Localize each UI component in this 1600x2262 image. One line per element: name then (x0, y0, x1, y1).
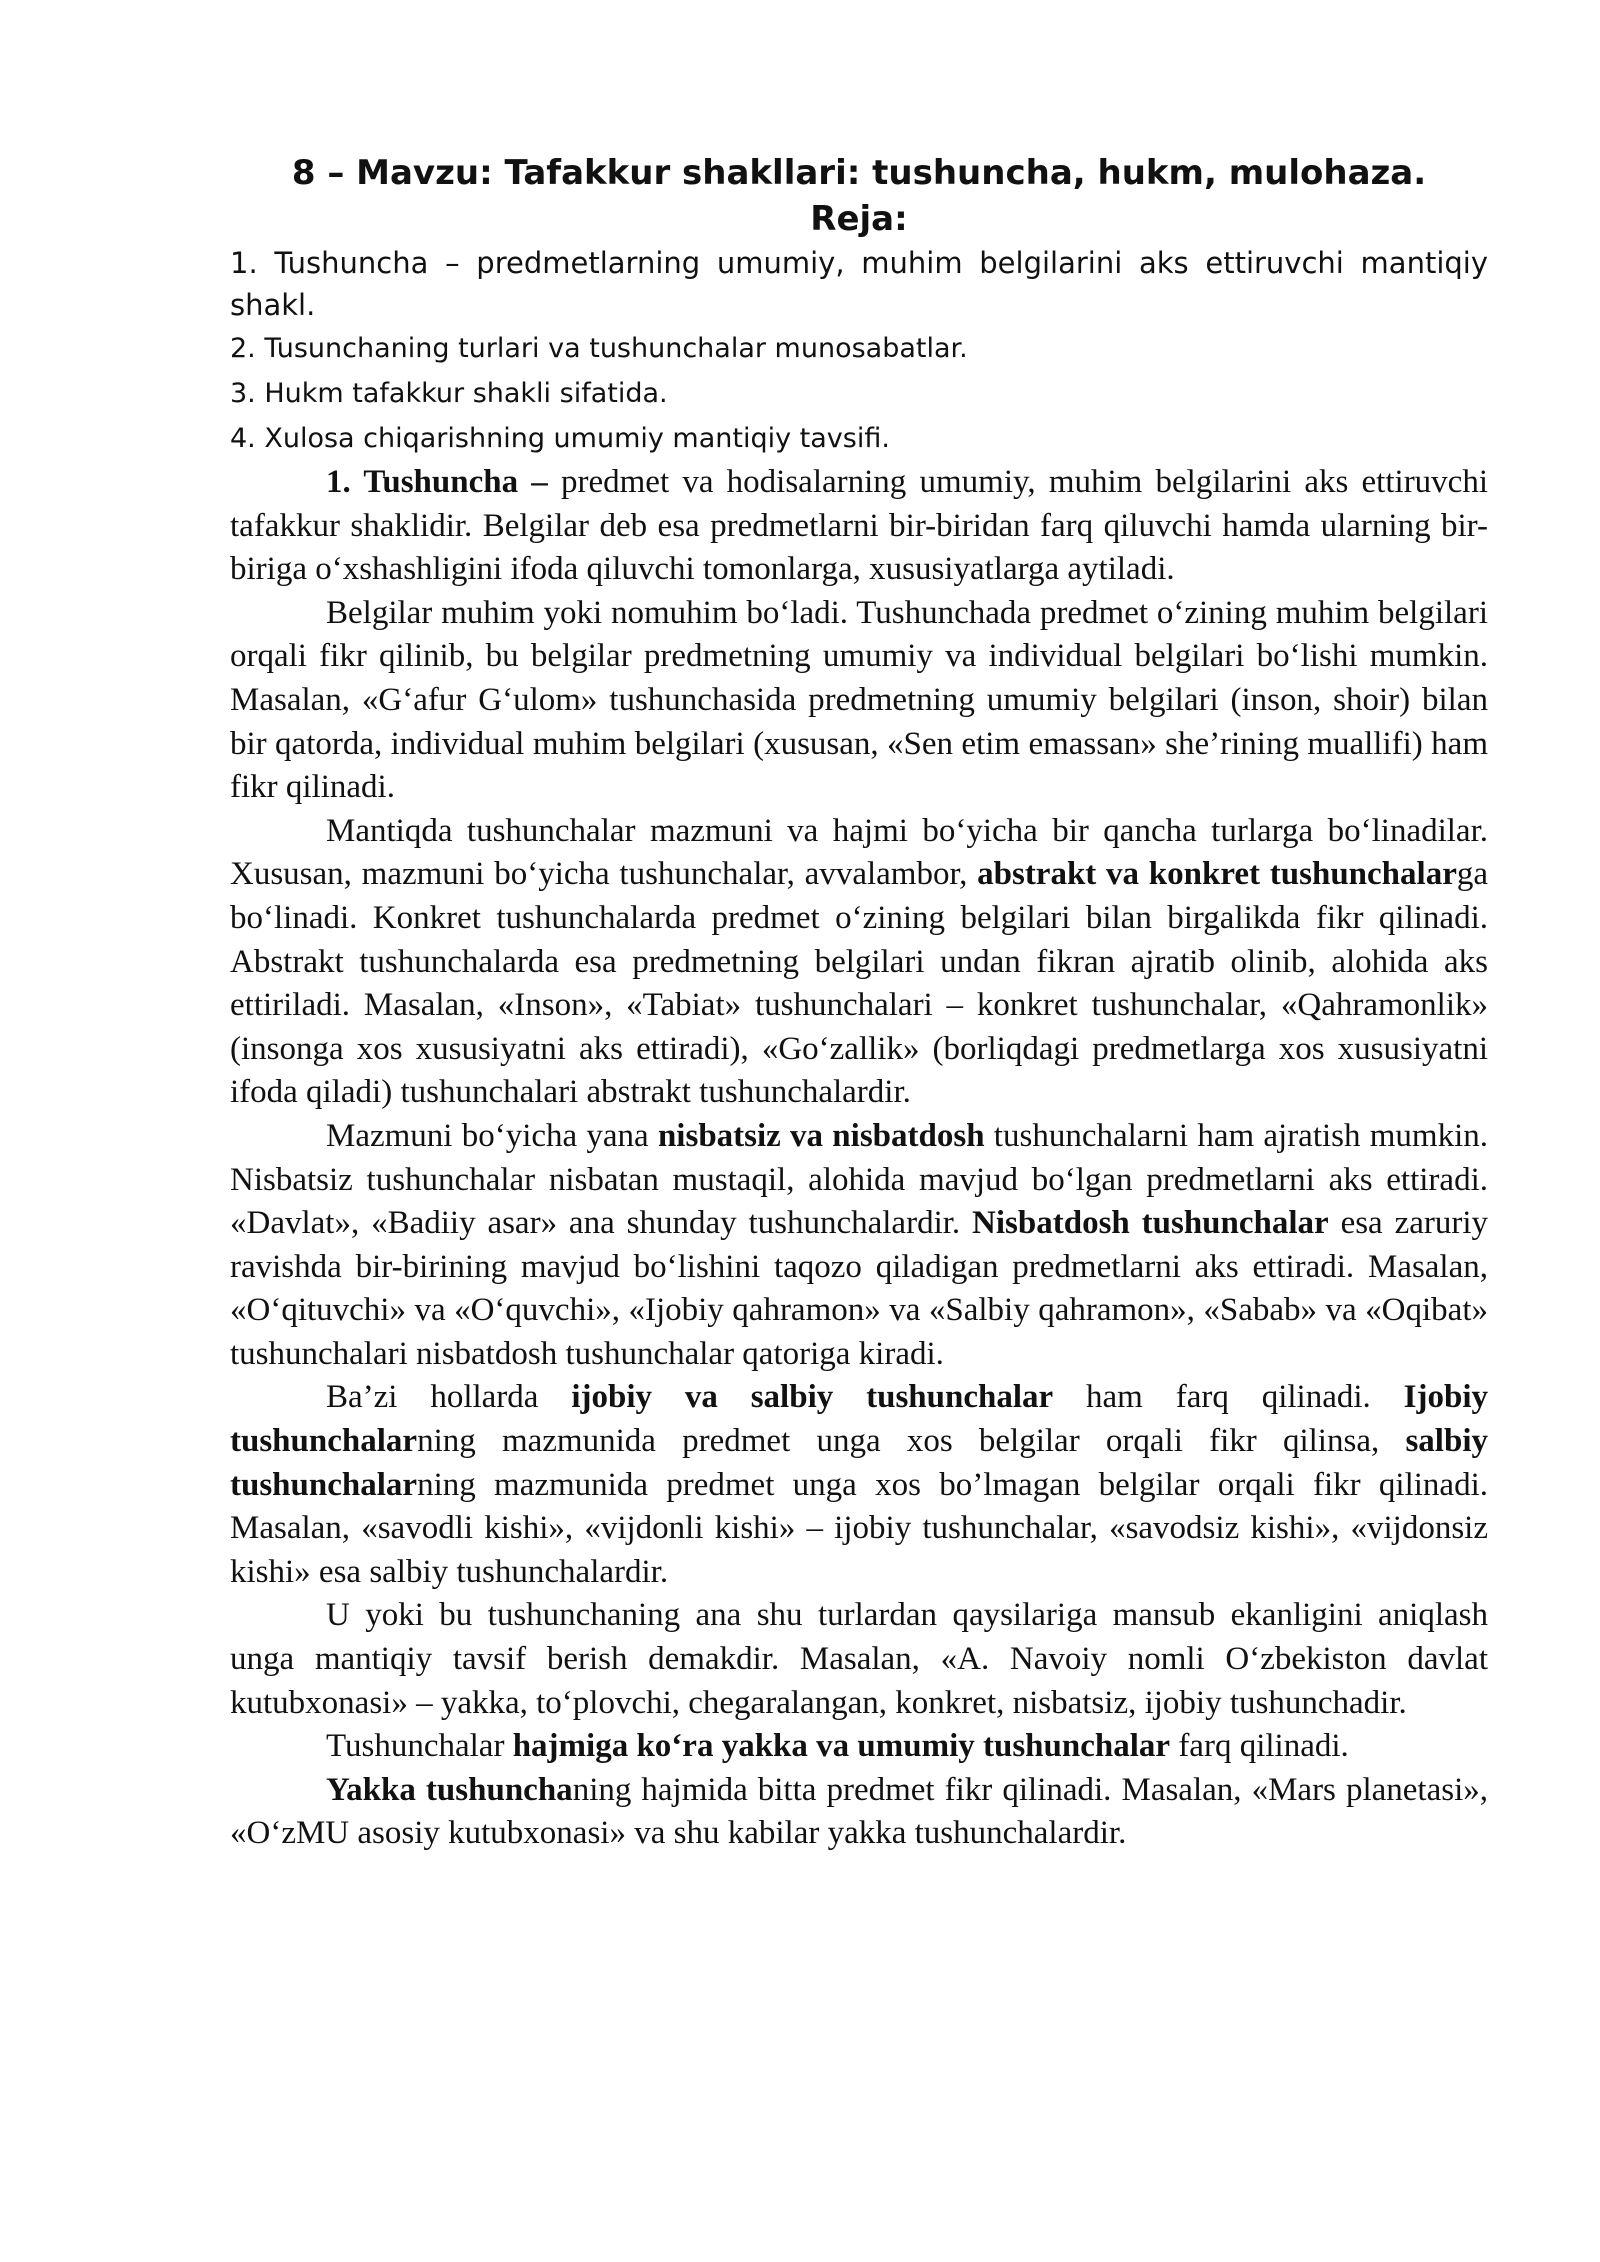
body-paragraph-1 (230, 461, 1488, 592)
text-run: Mazmuni bo‘yicha yana (326, 1117, 658, 1154)
text-run: ga bo‘linadi. Konkret tushunchalarda predmet o‘zining belgilari bilan birgalikda fikr qilinadi. Abstrakt tushunchalarda esa predmetning belgilari undan fikran ajratib olinib, alohida aks ettiriladi. Masalan, «Inson», «Tabiat» tushunchalari – konkret tushunchalar, «Qahramonlik» (insonga xos xususiyatni aks ettiradi), «Go‘zallik» (borliqdagi predmetlarga xos xususiyatni ifoda qiladi) tushunchalari abstrakt tushunchalardir. (230, 856, 1488, 1111)
page-title: 8 – Mavzu: Tafakkur shakllari: tushuncha, hukm, mulohaza. (291, 153, 1427, 193)
body-paragraph-5 (230, 1376, 1488, 1594)
text-run: Ba’zi hollarda (326, 1379, 572, 1416)
text-run: predmet va hodisalarning umumiy, muhim belgilarini aks ettiruvchi tafakkur shaklidir. Belgilar deb esa predmetlarni bir-biridan farq qiluvchi hamda ularning bir-biriga o‘xshashligini ifoda qiluvchi tomonlarga, xususiyatlarga aytiladi. (230, 464, 1488, 588)
plan-item-1: 1. Tushuncha – predmetlarning umumiy, muhim belgilarini aks ettiruvchi mantiqiy shakl. (230, 246, 1488, 322)
text-run: farq qilinadi. (1170, 1728, 1349, 1765)
text-run: U yoki bu tushunchaning ana shu turlardan qaysilariga mansub ekanligini aniqlash unga mantiqiy tavsif berish demakdir. Masalan, «A. Navoiy nomli O‘zbekiston davlat kutubxonasi» – yakka, to‘plovchi, chegaralangan, konkret, nisbatsiz, ijobiy tushunchadir. (230, 1597, 1488, 1721)
text-run: ning mazmunida predmet unga xos bo’lmagan belgilar orqali fikr qilinadi. Masalan, «savodli kishi», «vijdonli kishi» – ijobiy tushunchalar, «savodsiz kishi», «vijdonsiz kishi» esa salbiy tushunchalardir. (230, 1466, 1488, 1590)
body-text (230, 461, 1488, 1856)
body-paragraph-2 (230, 592, 1488, 810)
bold-term: nisbatsiz va nisbatdosh (657, 1117, 985, 1154)
text-run: ning mazmunida predmet unga xos belgilar orqali fikr qilinsa, (417, 1423, 1406, 1460)
plan-heading: Reja: (810, 199, 908, 239)
text-run: esa zaruriy ravishda bir-birining mavjud bo‘lishini taqozo qiladigan predmetlarni aks ettiradi. Masalan, «O‘qituvchi» va «O‘quvchi», «Ijobiy qahramon» va «Salbiy qahramon», «Sabab» va «Oqibat» tushunchalari nisbatdosh tushunchalar qatoriga kiradi. (230, 1205, 1489, 1372)
plan-item-4: 4. Xulosa chiqarishning umumiy mantiqiy tavsifi. (230, 423, 890, 454)
body-paragraph-4 (230, 1115, 1488, 1377)
text-run: ning hajmida bitta predmet fikr qilinadi. Masalan, «Mars planetasi», «O‘zMU asosiy kutubxonasi» va shu kabilar yakka tushunchalardir. (230, 1771, 1488, 1852)
bold-term: Yakka tushuncha (326, 1771, 573, 1808)
bold-term: Ijobiy tushunchalar (230, 1379, 1488, 1460)
text-run: Belgilar muhim yoki nomuhim bo‘ladi. Tushunchada predmet o‘zining muhim belgilari orqali fikr qilinib, bu belgilar predmetning umumiy va individual belgilari bo‘lishi mumkin. Masalan, «G‘afur G‘ulom» tushunchasida predmetning umumiy belgilari (inson, shoir) bilan bir qatorda, individual muhim belgilari (xususan, «Sen etim emassan» she’rining muallifi) ham fikr qilinadi. (230, 594, 1488, 806)
body-paragraph-6 (230, 1594, 1488, 1725)
body-paragraph-7 (230, 1725, 1488, 1769)
body-paragraph-8 (230, 1769, 1488, 1856)
text-run: ham farq qilinadi. (1053, 1379, 1404, 1416)
bold-term: 1. Tushuncha – (326, 464, 548, 500)
bold-term: hajmiga ko‘ra yakka va umumiy tushunchalar (512, 1728, 1171, 1765)
text-run: Mantiqda tushunchalar mazmuni va hajmi bo‘yicha bir qancha turlarga bo‘linadilar. Xususan, mazmuni bo‘yicha tushunchalar, avvalambor, (230, 812, 1488, 893)
text-run: Tushunchalar (326, 1728, 513, 1765)
plan-item-3: 3. Hukm tafakkur shakli sifatida. (230, 378, 668, 409)
bold-term: Nisbatdosh tushunchalar (972, 1205, 1329, 1242)
bold-term: salbiy tushunchalar (230, 1423, 1488, 1503)
bold-term: abstrakt va konkret tushunchalar (977, 856, 1457, 893)
plan-list (230, 242, 1488, 461)
page-content (230, 150, 1488, 1856)
body-paragraph-3 (230, 810, 1488, 1115)
plan-item-2: 2. Tusunchaning turlari va tushunchalar munosabatlar. (230, 333, 968, 364)
text-run: tushunchalarni ham ajratish mumkin. Nisbatsiz tushunchalar nisbatan mustaqil, alohida mavjud bo‘lgan predmetlarni aks ettiradi. «Davlat», «Badiiy asar» ana shunday tushunchalardir. (230, 1117, 1489, 1242)
bold-term: ijobiy va salbiy tushunchalar (571, 1379, 1054, 1416)
